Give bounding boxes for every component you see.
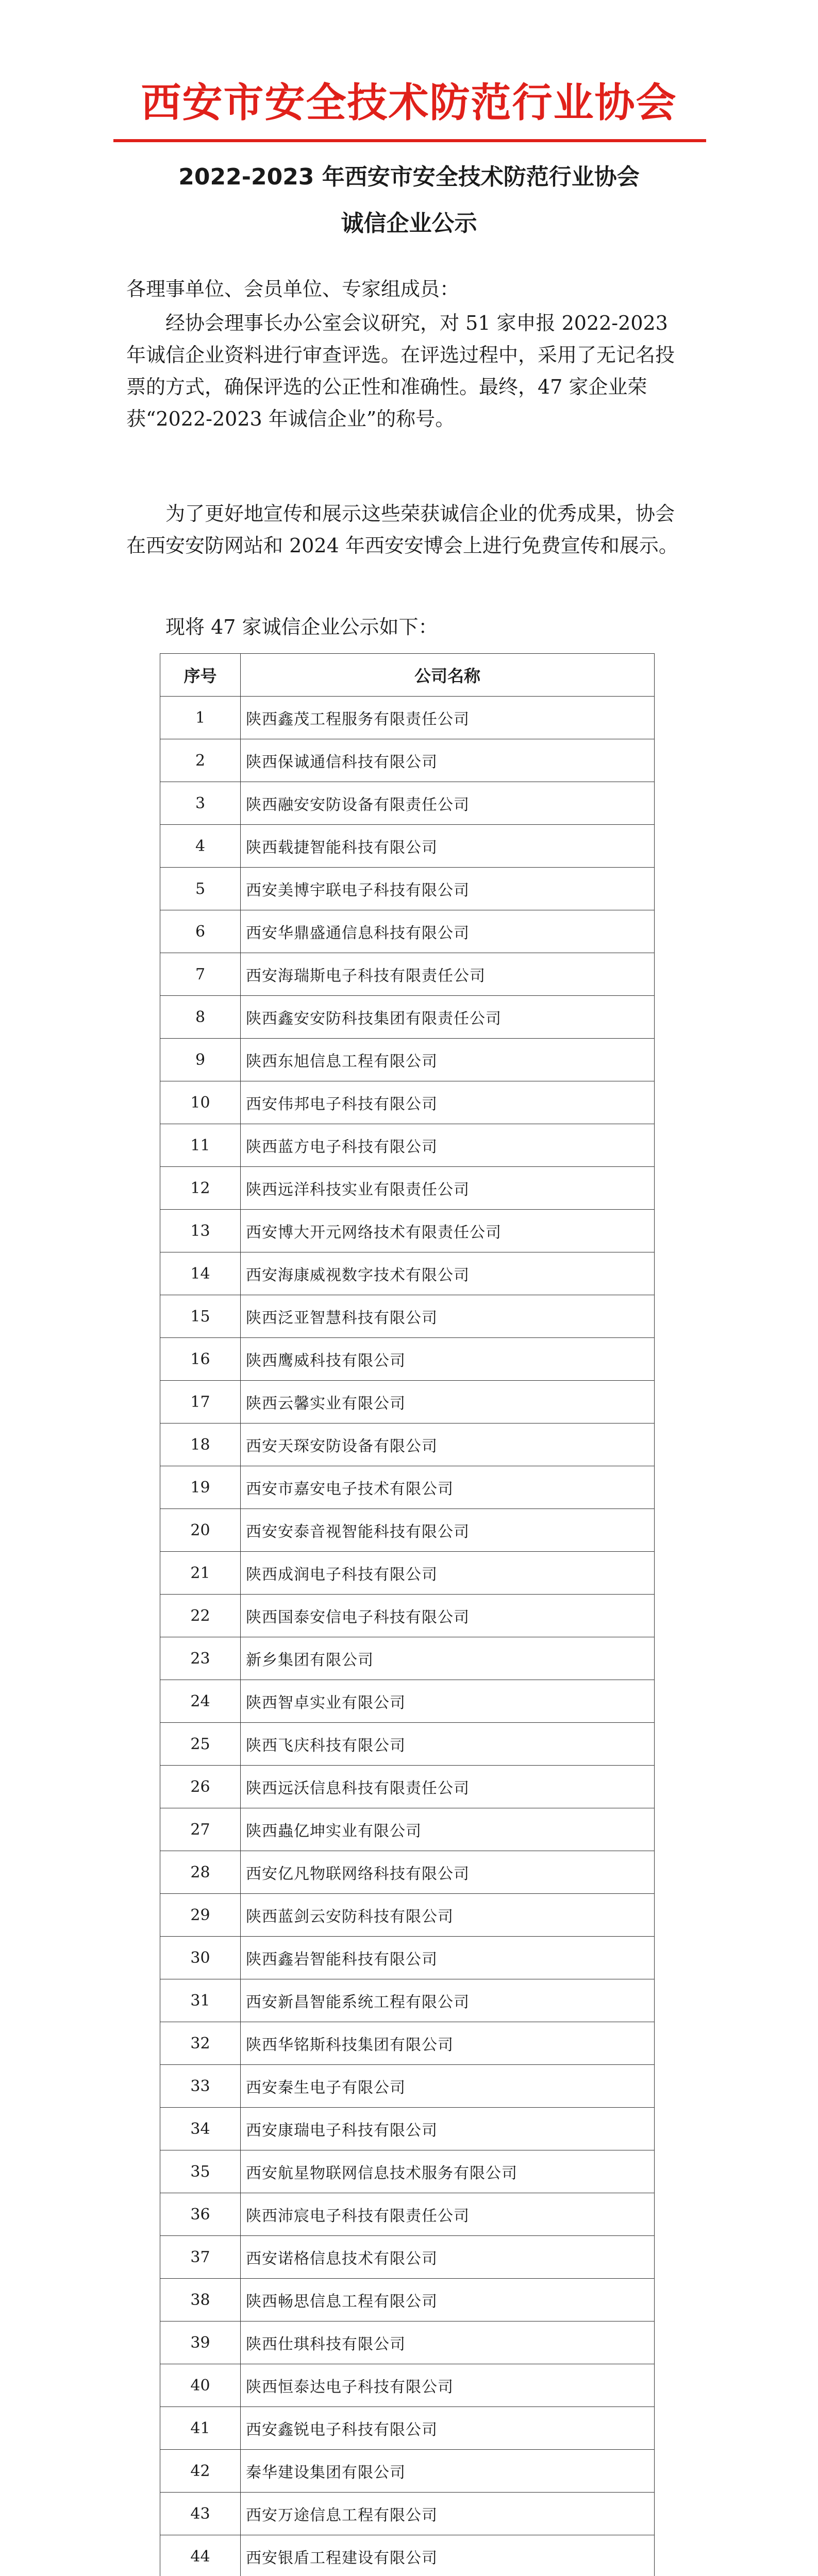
company-name: 西安秦生电子有限公司	[241, 2065, 655, 2108]
company-name: 陕西华铭斯科技集团有限公司	[241, 2022, 655, 2065]
company-name: 西安银盾工程建设有限公司	[241, 2535, 655, 2576]
table-row	[160, 1552, 655, 1595]
row-number: 35	[160, 2150, 241, 2193]
company-roster-table	[160, 653, 655, 2576]
company-name: 秦华建设集团有限公司	[241, 2450, 655, 2493]
table-row	[160, 1423, 655, 1466]
company-name: 陕西飞庆科技有限公司	[241, 1723, 655, 1766]
table-row	[160, 1680, 655, 1723]
company-name: 西安亿凡物联网络科技有限公司	[241, 1851, 655, 1894]
company-name: 西安新昌智能系统工程有限公司	[241, 1979, 655, 2022]
table-row	[160, 2535, 655, 2576]
table-row	[160, 1167, 655, 1210]
table-row	[160, 1894, 655, 1937]
row-number: 17	[160, 1381, 241, 1423]
row-number: 4	[160, 825, 241, 868]
document-title-line1: 2022-2023 年西安市安全技术防范行业协会	[178, 164, 640, 190]
document-title-line2: 诚信企业公示	[341, 210, 477, 236]
table-row	[160, 1039, 655, 1081]
salutation: 各理事单位、会员单位、专家组成员：	[126, 278, 460, 300]
company-name: 陕西恒泰达电子科技有限公司	[241, 2364, 655, 2407]
row-number: 25	[160, 1723, 241, 1766]
row-number: 9	[160, 1039, 241, 1081]
company-name: 陕西远洋科技实业有限责任公司	[241, 1167, 655, 1210]
row-number: 2	[160, 739, 241, 782]
row-number: 30	[160, 1937, 241, 1979]
company-name: 陕西智卓实业有限公司	[241, 1680, 655, 1723]
company-name: 西安华鼎盛通信息科技有限公司	[241, 910, 655, 953]
company-name: 陕西成润电子科技有限公司	[241, 1552, 655, 1595]
row-number: 7	[160, 953, 241, 996]
company-name: 陕西畅思信息工程有限公司	[241, 2279, 655, 2321]
table-row	[160, 2407, 655, 2450]
company-name: 西安万途信息工程有限公司	[241, 2493, 655, 2535]
table-row	[160, 1723, 655, 1766]
row-number: 8	[160, 996, 241, 1039]
table-row	[160, 1851, 655, 1894]
row-number: 15	[160, 1295, 241, 1338]
row-number: 26	[160, 1766, 241, 1808]
table-row	[160, 1081, 655, 1124]
row-number: 33	[160, 2065, 241, 2108]
row-number: 32	[160, 2022, 241, 2065]
table-body	[160, 697, 655, 2576]
row-number: 38	[160, 2279, 241, 2321]
company-name: 陕西云馨实业有限公司	[241, 1381, 655, 1423]
row-number: 11	[160, 1124, 241, 1167]
table-row	[160, 1466, 655, 1509]
row-number: 28	[160, 1851, 241, 1894]
row-number: 5	[160, 868, 241, 910]
company-name: 陕西鑫茂工程服务有限责任公司	[241, 697, 655, 739]
table-row	[160, 2279, 655, 2321]
table-row	[160, 697, 655, 739]
row-number: 40	[160, 2364, 241, 2407]
company-name: 西安市嘉安电子技术有限公司	[241, 1466, 655, 1509]
row-number: 41	[160, 2407, 241, 2450]
table-row	[160, 910, 655, 953]
table-row	[160, 1338, 655, 1381]
row-number: 27	[160, 1808, 241, 1851]
company-name: 西安伟邦电子科技有限公司	[241, 1081, 655, 1124]
row-number: 1	[160, 697, 241, 739]
table-row	[160, 1937, 655, 1979]
company-name: 西安诺格信息技术有限公司	[241, 2236, 655, 2279]
row-number: 34	[160, 2108, 241, 2150]
company-name: 陕西沛宸电子科技有限责任公司	[241, 2193, 655, 2236]
company-name: 西安海康威视数字技术有限公司	[241, 1252, 655, 1295]
company-name: 陕西仕琪科技有限公司	[241, 2321, 655, 2364]
company-name: 陕西载捷智能科技有限公司	[241, 825, 655, 868]
company-name: 陕西融安安防设备有限责任公司	[241, 782, 655, 825]
org-header-title: 西安市安全技术防范行业协会	[141, 80, 677, 126]
row-number: 29	[160, 1894, 241, 1937]
company-name: 西安康瑞电子科技有限公司	[241, 2108, 655, 2150]
row-number: 21	[160, 1552, 241, 1595]
table-row	[160, 2022, 655, 2065]
row-number: 20	[160, 1509, 241, 1552]
company-name: 西安鑫锐电子科技有限公司	[241, 2407, 655, 2450]
company-name: 陕西蟲亿坤实业有限公司	[241, 1808, 655, 1851]
table-row	[160, 1295, 655, 1338]
table-row	[160, 782, 655, 825]
row-number: 24	[160, 1680, 241, 1723]
company-name: 西安博大开元网络技术有限责任公司	[241, 1210, 655, 1252]
row-number: 42	[160, 2450, 241, 2493]
table-row	[160, 2236, 655, 2279]
row-number: 23	[160, 1637, 241, 1680]
row-number: 13	[160, 1210, 241, 1252]
table-row	[160, 1509, 655, 1552]
company-name: 陕西鑫安安防科技集团有限责任公司	[241, 996, 655, 1039]
header-number: 序号	[160, 654, 241, 697]
table-row	[160, 1766, 655, 1808]
company-name: 陕西东旭信息工程有限公司	[241, 1039, 655, 1081]
table-row	[160, 2065, 655, 2108]
company-name: 西安航星物联网信息技术服务有限公司	[241, 2150, 655, 2193]
company-name: 陕西蓝方电子科技有限公司	[241, 1124, 655, 1167]
table-row	[160, 1595, 655, 1637]
company-name: 新乡集团有限公司	[241, 1637, 655, 1680]
table-row	[160, 2193, 655, 2236]
table-row	[160, 1979, 655, 2022]
table-row	[160, 1210, 655, 1252]
table-row	[160, 2450, 655, 2493]
table-row	[160, 953, 655, 996]
table-row	[160, 2321, 655, 2364]
paragraph-list-intro: 现将 47 家诚信企业公示如下：	[165, 616, 438, 638]
row-number: 43	[160, 2493, 241, 2535]
row-number: 3	[160, 782, 241, 825]
table-header-row	[160, 654, 655, 697]
row-number: 14	[160, 1252, 241, 1295]
row-number: 18	[160, 1423, 241, 1466]
table-row	[160, 2493, 655, 2535]
paragraph-review-process: 经协会理事长办公室会议研究，对 51 家申报 2022-2023 年诚信企业资料进行审查评选。在评选过程中，采用了无记名投票的方式，确保评选的公正性和准确性。最终，47 家企业荣获“2022-2023 年诚信企业”的称号。	[126, 312, 675, 430]
row-number: 36	[160, 2193, 241, 2236]
table-row	[160, 1124, 655, 1167]
row-number: 22	[160, 1595, 241, 1637]
table-row	[160, 825, 655, 868]
table-row	[160, 1252, 655, 1295]
table-row	[160, 2364, 655, 2407]
table-row	[160, 996, 655, 1039]
table-row	[160, 2108, 655, 2150]
company-name: 西安安泰音视智能科技有限公司	[241, 1509, 655, 1552]
row-number: 39	[160, 2321, 241, 2364]
company-name: 陕西远沃信息科技有限责任公司	[241, 1766, 655, 1808]
table-row	[160, 1808, 655, 1851]
table-row	[160, 2150, 655, 2193]
red-divider	[113, 139, 706, 142]
company-name: 西安天琛安防设备有限公司	[241, 1423, 655, 1466]
table-row	[160, 1637, 655, 1680]
row-number: 16	[160, 1338, 241, 1381]
company-name: 西安美博宇联电子科技有限公司	[241, 868, 655, 910]
row-number: 10	[160, 1081, 241, 1124]
row-number: 44	[160, 2535, 241, 2576]
company-name: 陕西蓝剑云安防科技有限公司	[241, 1894, 655, 1937]
paragraph-promotion: 为了更好地宣传和展示这些荣获诚信企业的优秀成果，协会在西安安防网站和 2024 年西安安博会上进行免费宣传和展示。	[126, 502, 678, 557]
row-number: 19	[160, 1466, 241, 1509]
row-number: 31	[160, 1979, 241, 2022]
row-number: 37	[160, 2236, 241, 2279]
company-name: 陕西泛亚智慧科技有限公司	[241, 1295, 655, 1338]
company-name: 陕西鹰威科技有限公司	[241, 1338, 655, 1381]
table-row	[160, 1381, 655, 1423]
company-name: 陕西国泰安信电子科技有限公司	[241, 1595, 655, 1637]
company-name: 陕西保诚通信科技有限公司	[241, 739, 655, 782]
table-row	[160, 868, 655, 910]
row-number: 6	[160, 910, 241, 953]
company-name: 陕西鑫岩智能科技有限公司	[241, 1937, 655, 1979]
row-number: 12	[160, 1167, 241, 1210]
header-company-name: 公司名称	[241, 654, 655, 697]
company-name: 西安海瑞斯电子科技有限责任公司	[241, 953, 655, 996]
table-row	[160, 739, 655, 782]
